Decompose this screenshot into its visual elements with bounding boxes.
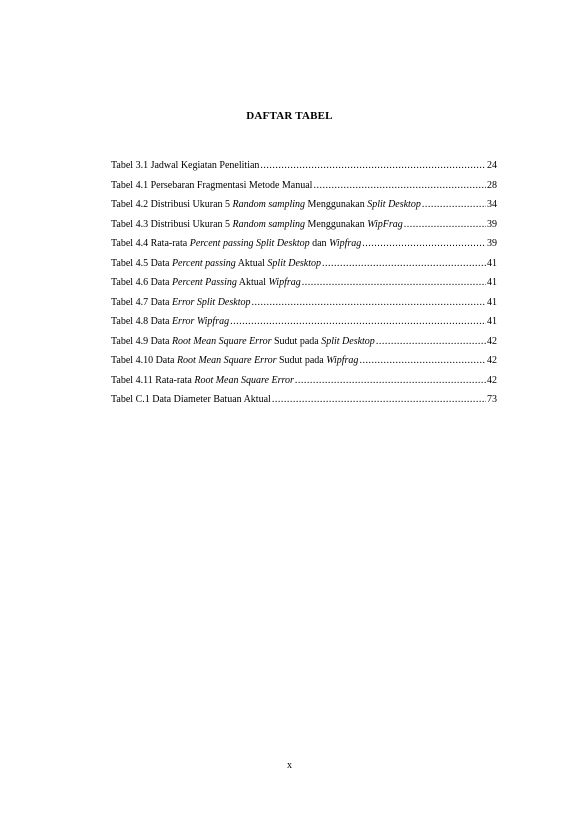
dot-leader [230, 312, 486, 332]
table-list-entry[interactable] [111, 351, 497, 371]
entry-page-number: 41 [487, 316, 497, 327]
entry-label-italic-part: Root Mean Square Error [194, 374, 294, 386]
entry-page-number: 24 [487, 160, 497, 171]
entry-label-part: Tabel 4.1 Persebaran Fragmentasi Metode Manual [111, 179, 313, 191]
entry-label [111, 332, 375, 352]
entry-label [111, 312, 229, 332]
entry-label-italic-part: Root Mean Square Error [176, 355, 277, 366]
entry-label-part: Tabel C.1 Data Diameter Batuan Aktual [111, 394, 271, 405]
dot-leader [422, 195, 486, 215]
entry-page-number: 42 [487, 335, 497, 347]
entry-label-part: Tabel 4.2 Distribusi Ukuran 5 [111, 199, 233, 210]
table-list-entry[interactable] [111, 215, 497, 235]
entry-label [111, 371, 294, 391]
dot-leader [376, 332, 486, 352]
entry-label-part: dan [309, 238, 330, 249]
entry-label-part: Tabel 4.8 Data [111, 316, 172, 327]
entry-page-number: 34 [487, 199, 497, 210]
entry-label-italic-part: Split Desktop [367, 199, 421, 210]
table-list-entry[interactable] [111, 156, 497, 176]
entry-page-number: 41 [487, 257, 497, 269]
dot-leader [313, 176, 486, 196]
entry-page-number: 39 [487, 238, 497, 249]
entry-page-number: 41 [487, 296, 497, 308]
entry-label-italic-part: Split Desktop [321, 335, 375, 347]
entry-label-italic-part: Wipfrag [268, 277, 301, 288]
entry-label-part: Tabel 4.9 Data [111, 335, 172, 347]
entry-label-italic-part: Wipfrag [329, 238, 362, 249]
dot-leader [251, 293, 486, 313]
entry-label-part: Tabel 4.7 Data [111, 296, 172, 308]
entry-label-part: Tabel 3.1 Jadwal Kegiatan Penelitian [111, 160, 260, 171]
entry-label-part: Tabel 4.3 Distribusi Ukuran 5 [111, 218, 233, 230]
table-list-entry[interactable] [111, 332, 497, 352]
entry-label [111, 234, 361, 254]
entry-label-part: Sudut pada [276, 355, 327, 366]
table-list-entry[interactable] [111, 176, 497, 196]
dot-leader [295, 371, 486, 391]
entry-label [111, 195, 421, 215]
table-list-entry[interactable] [111, 254, 497, 274]
entry-label-italic-part: Percent Passing [171, 277, 237, 288]
table-list [111, 156, 497, 410]
entry-page-number: 41 [487, 277, 497, 288]
entry-page-number: 73 [487, 394, 497, 405]
table-list-entry[interactable] [111, 390, 497, 410]
entry-label-italic-part: Error Split Desktop [171, 296, 251, 308]
table-list-entry[interactable] [111, 234, 497, 254]
entry-page-number: 28 [487, 179, 497, 191]
table-list-entry[interactable] [111, 195, 497, 215]
dot-leader [322, 254, 486, 274]
page-number: x [287, 760, 292, 771]
entry-page-number: 39 [487, 218, 497, 230]
entry-label-part: Menggunakan [305, 199, 368, 210]
dot-leader [272, 390, 486, 410]
entry-label-part: Sudut pada [271, 335, 322, 347]
entry-page-number: 42 [487, 374, 497, 386]
page-title: DAFTAR TABEL [246, 110, 333, 122]
entry-label-italic-part: Random sampling [232, 199, 306, 210]
entry-label [111, 293, 250, 313]
entry-label [111, 215, 403, 235]
entry-label-italic-part: Root Mean Square Error [171, 335, 272, 347]
table-list-entry[interactable] [111, 371, 497, 391]
entry-label-italic-part: Percent passing Split Desktop [189, 238, 310, 249]
entry-label-part: Tabel 4.4 Rata-rata [111, 238, 190, 249]
entry-label-part: Tabel 4.5 Data [111, 257, 172, 269]
entry-label [111, 176, 312, 196]
entry-page-number: 42 [487, 355, 497, 366]
entry-label-part: Aktual [235, 257, 268, 269]
entry-label [111, 390, 271, 410]
entry-label [111, 273, 301, 293]
dot-leader [359, 351, 486, 371]
entry-label-part: Tabel 4.6 Data [111, 277, 172, 288]
entry-label-italic-part: Random sampling [232, 218, 306, 230]
entry-label [111, 156, 259, 176]
entry-label-part: Tabel 4.11 Rata-rata [111, 374, 195, 386]
entry-label-italic-part: Percent passing [171, 257, 236, 269]
table-list-entry[interactable] [111, 293, 497, 313]
entry-label [111, 351, 358, 371]
table-list-entry[interactable] [111, 312, 497, 332]
entry-label-italic-part: Error Wipfrag [171, 316, 230, 327]
dot-leader [260, 156, 486, 176]
table-list-entry[interactable] [111, 273, 497, 293]
entry-label-part: Tabel 4.10 Data [111, 355, 177, 366]
dot-leader [362, 234, 486, 254]
entry-label-part: Aktual [236, 277, 269, 288]
entry-label-italic-part: Split Desktop [267, 257, 322, 269]
entry-label-italic-part: WipFrag [367, 218, 403, 230]
dot-leader [404, 215, 486, 235]
entry-label [111, 254, 321, 274]
entry-label-italic-part: Wipfrag [326, 355, 359, 366]
dot-leader [302, 273, 486, 293]
entry-label-part: Menggunakan [305, 218, 368, 230]
